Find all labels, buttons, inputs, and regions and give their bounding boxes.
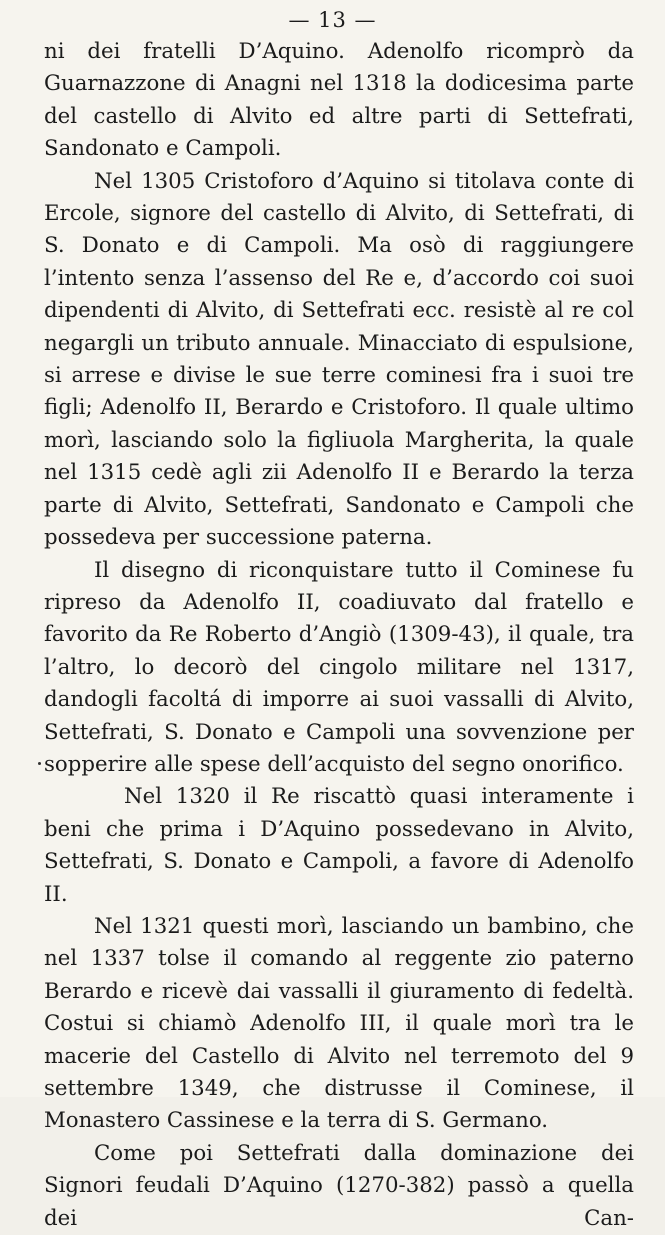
- page-number: — 13 —: [288, 8, 377, 32]
- page-body-text: [44, 36, 634, 1235]
- paragraph-4: Nel 1320 il Re riscattò quasi interamente i beni che prima i D’Aquino possedevano in Alvito, Settefrati, S. Donato e Campoli, a favore di Adenolfo II.: [44, 784, 634, 907]
- print-speck: [38, 762, 41, 765]
- paragraph-6: Come poi Settefrati dalla dominazione dei Signori feudali D’Aquino (1270-382) passò a quella dei Can-: [44, 1140, 634, 1231]
- paragraph-3: Il disegno di riconquistare tutto il Cominese fu ripreso da Adenolfo II, coadiuvato dal fratello e favorito da Re Roberto d’Angiò (1309-43), il quale, tra l’altro, lo decorò del cingolo militare nel 1317, dandogli facoltá di imporre ai suoi vassalli di Alvito, Settefrati, S. Donato e Campoli una sovvenzione per sopperire alle spese dell’acquisto del segno onorifico.: [44, 557, 634, 777]
- paragraph-5: Nel 1321 questi morì, lasciando un bambino, che nel 1337 tolse il comando al reggente zio paterno Berardo e ricevè dai vassalli il giuramento di fedeltà. Costui si chiamò Adenolfo III, il quale morì tra le macerie del Castello di Alvito nel terremoto del 9 settembre 1349, che distrusse il Cominese, il Monastero Cassinese e la terra di S. Germano.: [44, 913, 634, 1134]
- paragraph-2: Nel 1305 Cristoforo d’Aquino si titolava conte di Ercole, signore del castello di Alvito, di Settefrati, di S. Donato e di Campoli. Ma osò di raggiungere l’intento senza l’assenso del Re e, d’accordo coi suoi dipendenti di Alvito, di Settefrati ecc. resistè al re col negargli un tributo annuale. Minacciato di espulsione, si arrese e divise le sue terre cominesi fra i suoi tre figli; Adenolfo II, Berardo e Cristoforo. Il quale ultimo morì, lasciando solo la figliuola Margherita, la quale nel 1315 cedè agli zii Adenolfo II e Berardo la terza parte di Alvito, Settefrati, Sandonato e Campoli che possedeva per successione paterna.: [44, 168, 634, 551]
- paragraph-1: ni dei fratelli D’Aquino. Adenolfo ricomprò da Guarnazzone di Anagni nel 1318 la dodicesima parte del castello di Alvito ed altre parti di Settefrati, Sandonato e Campoli.: [44, 39, 634, 162]
